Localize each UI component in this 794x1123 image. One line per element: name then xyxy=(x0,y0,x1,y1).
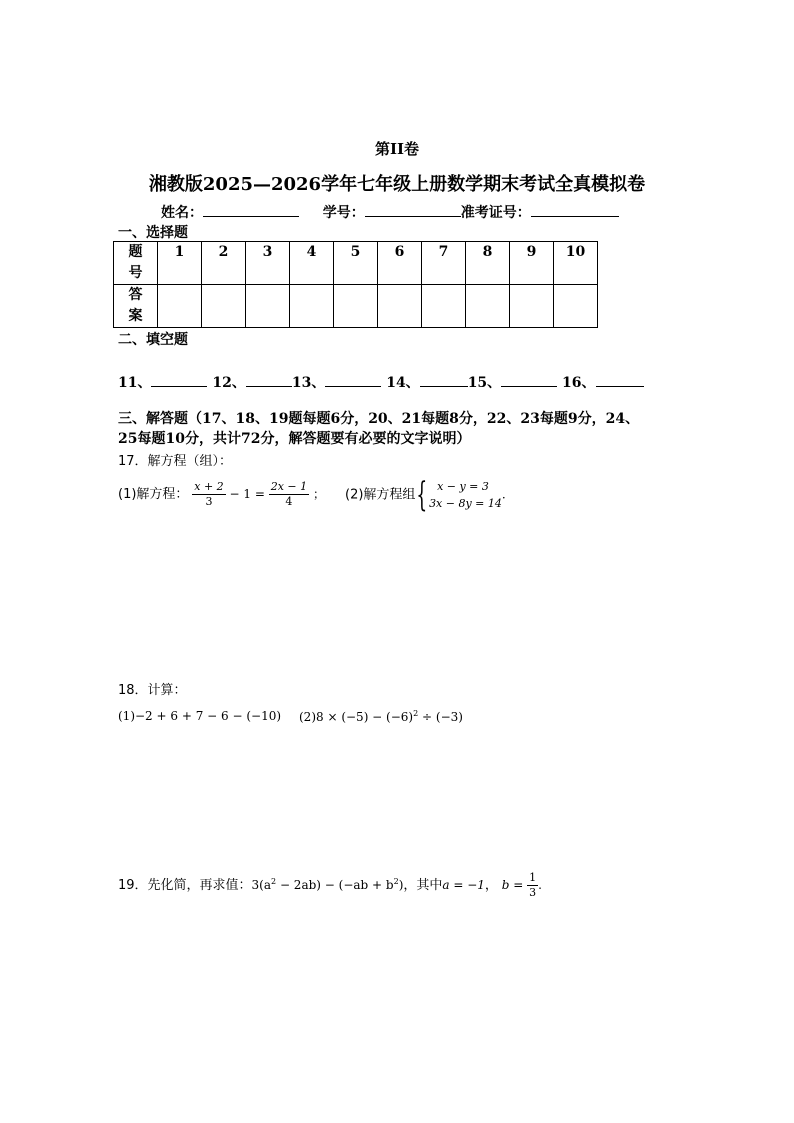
volume-label: 第II卷 xyxy=(374,140,420,158)
q18-part2 xyxy=(299,709,463,724)
section3-title-line1: 三、解答题（17、18、19题每题6分，20、21每题8分，22、23每题9分，24、 xyxy=(118,411,640,427)
blank-13[interactable] xyxy=(325,372,381,387)
q17-p2-label: (2)解方程组 xyxy=(345,487,416,503)
q19-expr-c: ) xyxy=(398,878,404,892)
blank-label-12: 12、 xyxy=(212,375,246,391)
row-label-answer xyxy=(114,285,158,328)
q17-frac1-den: 3 xyxy=(205,495,213,508)
table-cell: 6 xyxy=(378,242,422,285)
blank-label-16: 16、 xyxy=(562,375,596,391)
row-label-char: 案 xyxy=(128,308,143,324)
answer-cell[interactable] xyxy=(422,285,466,328)
left-brace-icon: { xyxy=(416,475,428,515)
q19-expr-a: 3(a xyxy=(251,878,272,892)
q17-p1-label: (1)解方程： xyxy=(118,487,189,502)
table-cell: 10 xyxy=(554,242,598,285)
q19-end: . xyxy=(538,878,542,892)
blank-12[interactable] xyxy=(246,372,292,387)
q17-frac2-den: 4 xyxy=(285,495,293,508)
q17-frac2-num: 2x − 1 xyxy=(270,480,308,493)
answer-cell[interactable] xyxy=(334,285,378,328)
q17-p2-end: . xyxy=(501,487,506,502)
row-label-char: 答 xyxy=(128,287,143,303)
table-cell: 9 xyxy=(510,242,554,285)
answer-cell[interactable] xyxy=(554,285,598,328)
page-title: 湘教版2025—2026学年七年级上册数学期末考试全真模拟卷 xyxy=(148,174,646,195)
q19-lead: 19．先化简，再求值： xyxy=(118,878,252,893)
answer-cell[interactable] xyxy=(510,285,554,328)
id-blank[interactable] xyxy=(365,202,461,217)
q19 xyxy=(118,871,542,900)
row-label-char: 号 xyxy=(128,265,143,281)
q19-b-den: 3 xyxy=(529,886,537,899)
exam-blank[interactable] xyxy=(531,202,619,217)
q19-expr-a-exp: 2 xyxy=(271,877,277,886)
table-cell: 5 xyxy=(334,242,378,285)
q17-part1 xyxy=(118,480,325,509)
name-label: 姓名： xyxy=(161,205,203,221)
table-cell: 2 xyxy=(202,242,246,285)
q17-frac2 xyxy=(269,480,309,509)
q17-frac1 xyxy=(192,480,225,509)
row-label-number xyxy=(114,242,158,285)
table-row xyxy=(114,285,598,328)
blank-16[interactable] xyxy=(596,372,644,387)
q19-expr-b-exp: 2 xyxy=(393,877,399,886)
q19-b-lhs: b = xyxy=(501,878,524,892)
section2-title: 二、填空题 xyxy=(118,332,188,348)
q19-where: ，其中 xyxy=(403,878,443,893)
blank-label-13: 13、 xyxy=(291,375,326,391)
section3-title-line2: 25每题10分，共计72分，解答题要有必要的文字说明） xyxy=(118,431,471,447)
answer-cell[interactable] xyxy=(246,285,290,328)
q18-p2-b: ÷ (−3) xyxy=(418,710,463,724)
table-cell: 3 xyxy=(246,242,290,285)
q17-eq2: 3x − 8y = 14 xyxy=(429,497,502,510)
blank-label-14: 14、 xyxy=(386,375,420,391)
id-label: 学号： xyxy=(322,205,365,221)
q17-eq1: x − y = 3 xyxy=(437,480,489,493)
q19-b-frac xyxy=(527,871,538,900)
q19-sep: ， xyxy=(484,878,498,893)
q18-p2-exp: 2 xyxy=(413,709,419,718)
fill-blank-line xyxy=(118,372,644,392)
blank-14[interactable] xyxy=(420,372,468,387)
table-cell: 8 xyxy=(466,242,510,285)
table-cell: 4 xyxy=(290,242,334,285)
table-row xyxy=(114,242,598,285)
q17-p1-end: ； xyxy=(312,487,325,501)
name-blank[interactable] xyxy=(203,202,299,217)
answer-table xyxy=(113,241,598,328)
table-cell: 1 xyxy=(158,242,202,285)
q17-part2 xyxy=(345,475,506,515)
q19-expr-b: − 2ab) − (−ab + b xyxy=(276,878,394,892)
blank-11[interactable] xyxy=(151,372,207,387)
q18-part1: (1)−2 + 6 + 7 − 6 − (−10) xyxy=(118,709,282,723)
answer-cell[interactable] xyxy=(158,285,202,328)
q17-title: 17．解方程（组）： xyxy=(118,454,233,469)
answer-cell[interactable] xyxy=(202,285,246,328)
blank-15[interactable] xyxy=(501,372,557,387)
q19-a-val: a = −1 xyxy=(442,878,485,892)
q19-expr xyxy=(252,878,404,892)
section1-title: 一、选择题 xyxy=(118,225,188,241)
q17-p1-mid: − 1 = xyxy=(229,487,265,501)
q17-frac1-num: x + 2 xyxy=(194,480,224,493)
row-label-char: 题 xyxy=(128,244,143,260)
q18-title: 18．计算： xyxy=(118,683,187,698)
answer-cell[interactable] xyxy=(378,285,422,328)
q17-system xyxy=(429,478,502,512)
blank-label-15: 15、 xyxy=(467,375,502,391)
student-info-line xyxy=(161,202,619,222)
exam-label: 准考证号： xyxy=(460,205,531,221)
q18-p2-a: (2)8 × (−5) − (−6) xyxy=(299,710,414,724)
q19-b-num: 1 xyxy=(529,871,537,884)
answer-cell[interactable] xyxy=(290,285,334,328)
answer-cell[interactable] xyxy=(466,285,510,328)
blank-label-11: 11、 xyxy=(118,375,152,391)
table-cell: 7 xyxy=(422,242,466,285)
